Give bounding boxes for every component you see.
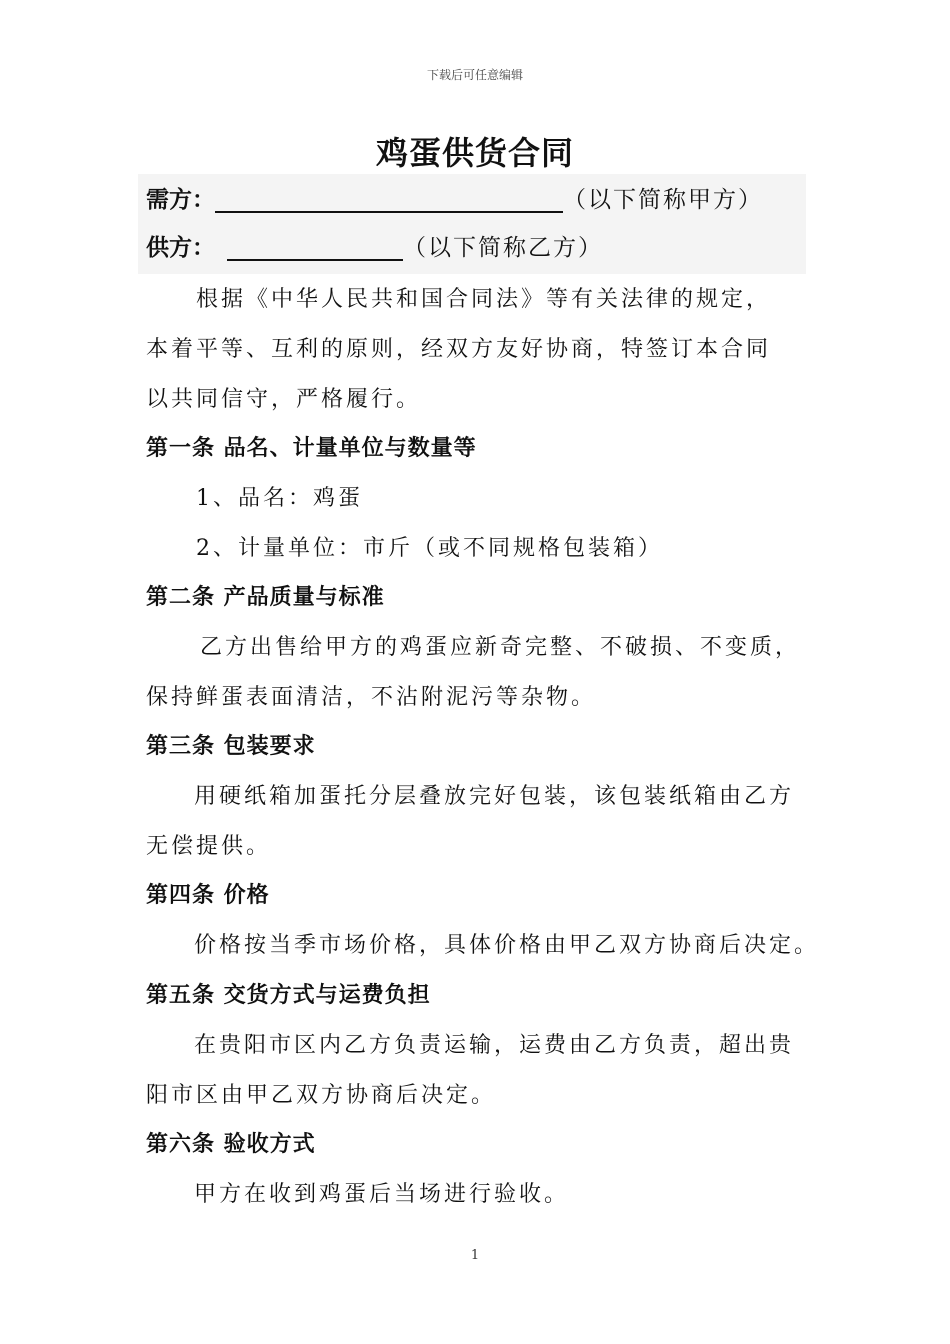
article-3-line: 无偿提供。 [146, 834, 272, 859]
article-3-line: 用硬纸箱加蛋托分层叠放完好包装，该包装纸箱由乙方 [194, 784, 795, 809]
parties-block [138, 174, 806, 274]
article-4-heading: 第四条 价格 [146, 883, 270, 908]
intro-line: 根据《中华人民共和国合同法》等有关法律的规定， [196, 287, 772, 312]
article-5-line: 在贵阳市区内乙方负责运输，运费由乙方负责，超出贵 [194, 1033, 795, 1058]
article-4-line: 价格按当季市场价格，具体价格由甲乙双方协商后决定。 [194, 933, 820, 958]
header-note: 下载后可任意编辑 [426, 68, 523, 82]
document-title: 鸡蛋供货合同 [375, 134, 574, 172]
supplier-blank-line[interactable] [227, 229, 403, 261]
article-1-line: 1、品名：鸡蛋 [196, 486, 363, 511]
supplier-row [146, 224, 603, 272]
article-2-line: 保持鲜蛋表面清洁，不沾附泥污等杂物。 [146, 685, 597, 710]
buyer-label: 需方： [146, 187, 215, 213]
article-1-line: 2、计量单位：市斤（或不同规格包装箱） [196, 536, 663, 561]
article-1-heading: 第一条 品名、计量单位与数量等 [146, 436, 477, 461]
article-6-heading: 第六条 验收方式 [146, 1132, 316, 1157]
buyer-blank-line[interactable] [215, 181, 563, 213]
article-3-heading: 第三条 包装要求 [146, 734, 316, 759]
buyer-suffix: （以下简称甲方） [563, 187, 763, 213]
page-number: 1 [470, 1248, 480, 1263]
intro-line: 本着平等、互利的原则，经双方友好协商，特签订本合同 [146, 337, 772, 362]
supplier-label: 供方： [146, 235, 215, 261]
intro-line: 以共同信守，严格履行。 [146, 387, 422, 412]
article-5-heading: 第五条 交货方式与运费负担 [146, 983, 431, 1008]
article-6-line: 甲方在收到鸡蛋后当场进行验收。 [194, 1182, 570, 1207]
article-5-line: 阳市区由甲乙双方协商后决定。 [146, 1083, 497, 1108]
article-2-heading: 第二条 产品质量与标准 [146, 585, 385, 610]
article-2-line: 乙方出售给甲方的鸡蛋应新奇完整、不破损、不变质， [200, 635, 801, 660]
buyer-row [146, 176, 763, 224]
supplier-suffix: （以下简称乙方） [403, 235, 603, 261]
